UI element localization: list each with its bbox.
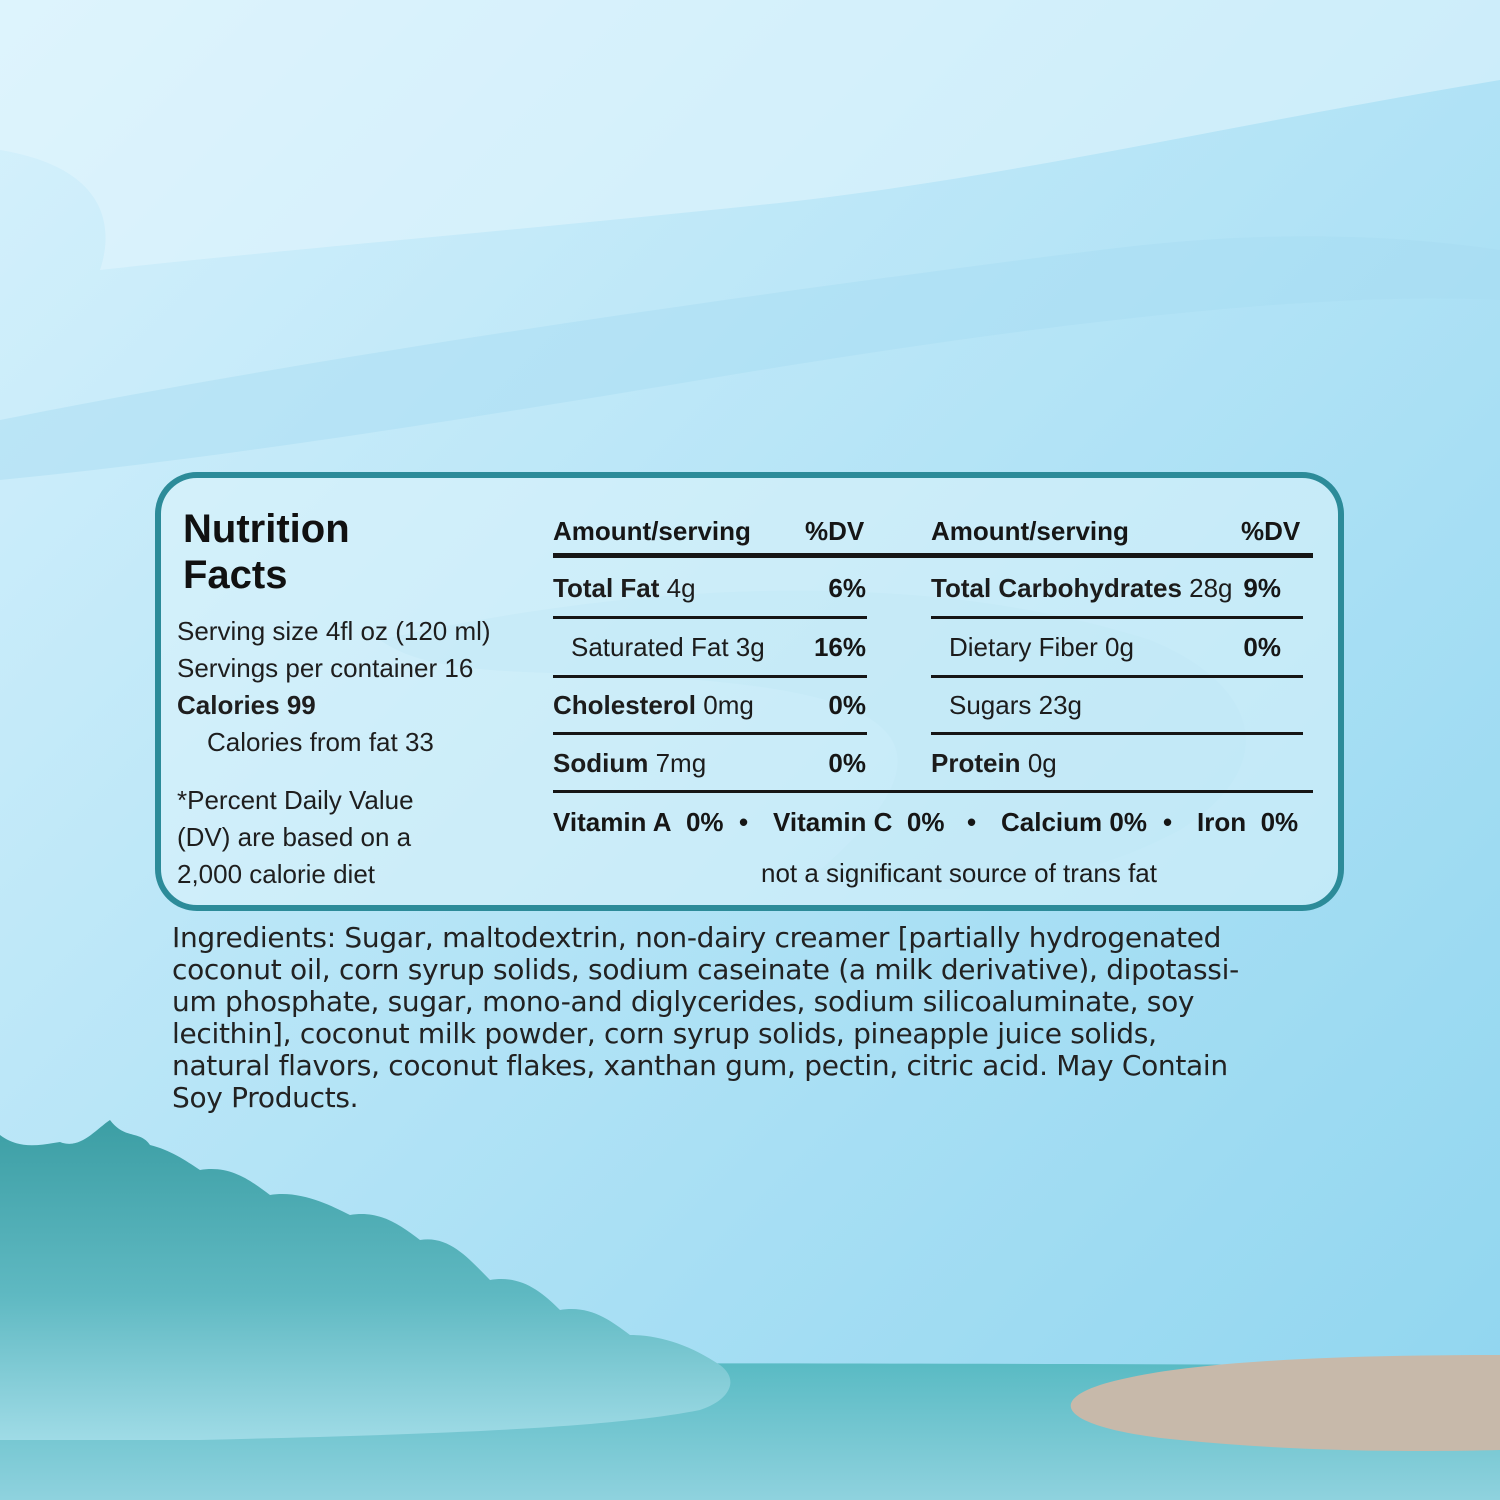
left-row-rule-3 bbox=[553, 732, 867, 735]
nutrition-facts-panel bbox=[155, 472, 1344, 911]
vitamin-a: Vitamin A 0% bbox=[553, 807, 724, 837]
dietary-fiber-dv: 0% bbox=[1243, 632, 1281, 662]
total-fat-dv: 6% bbox=[828, 573, 866, 603]
total-carbohydrates-dv: 9% bbox=[1243, 573, 1281, 603]
vitamin-c: Vitamin C 0% bbox=[773, 807, 945, 837]
right-dv-header: %DV bbox=[1241, 516, 1301, 546]
calcium: Calcium 0% bbox=[1001, 807, 1147, 837]
dietary-fiber-row: Dietary Fiber 0g bbox=[949, 632, 1134, 662]
serving-size: Serving size 4fl oz (120 ml) bbox=[177, 616, 491, 646]
protein-row: Protein 0g bbox=[931, 748, 1057, 778]
trans-fat-note: not a significant source of trans fat bbox=[761, 858, 1157, 888]
sodium-dv: 0% bbox=[828, 748, 866, 778]
right-row-rule-3 bbox=[931, 732, 1303, 735]
nutrition-summary bbox=[161, 478, 561, 905]
header-rule bbox=[553, 553, 1313, 558]
left-dv-header: %DV bbox=[805, 516, 865, 546]
nutrition-facts-title: Nutrition Facts bbox=[183, 507, 350, 597]
right-row-rule-2 bbox=[931, 675, 1303, 678]
cholesterol-row: Cholesterol 0mg bbox=[553, 690, 754, 720]
saturated-fat-row: Saturated Fat 3g bbox=[571, 632, 765, 662]
bullet-separator: • bbox=[1163, 807, 1173, 837]
total-fat-row: Total Fat 4g bbox=[553, 573, 696, 603]
cholesterol-dv: 0% bbox=[828, 690, 866, 720]
dv-note-line-1: *Percent Daily Value bbox=[177, 785, 414, 815]
servings-per-container: Servings per container 16 bbox=[177, 653, 474, 683]
dv-note-line-3: 2,000 calorie diet bbox=[177, 859, 376, 889]
bullet-separator: • bbox=[967, 807, 977, 837]
left-row-rule-1 bbox=[553, 616, 867, 619]
calories: Calories 99 bbox=[177, 690, 316, 720]
iron: Iron 0% bbox=[1197, 807, 1299, 837]
right-row-rule-1 bbox=[931, 616, 1303, 619]
sugars-row: Sugars 23g bbox=[949, 690, 1082, 720]
bullet-separator: • bbox=[739, 807, 749, 837]
right-amount-header: Amount/serving bbox=[931, 516, 1129, 546]
calories-from-fat: Calories from fat 33 bbox=[207, 727, 434, 757]
left-amount-header: Amount/serving bbox=[553, 516, 751, 546]
saturated-fat-dv: 16% bbox=[813, 632, 866, 662]
vitamin-rule bbox=[553, 790, 1313, 793]
sodium-row: Sodium 7mg bbox=[553, 748, 707, 778]
total-carbohydrates-row: Total Carbohydrates 28g bbox=[931, 573, 1233, 603]
ingredients-text: Ingredients: Sugar, maltodextrin, non-dairy creamer [partially hydrogenated coconut oil, corn syrup solids, sodium caseinate (a milk derivative), dipotassi- um phosphate, sugar, mono-and diglycerides, sodium silicoaluminate, soy lecithin], coconut milk powder, corn syrup solids, pineapple juice solids, natural flavors, coconut flakes, xanthan gum, pectin, citric acid. May Contain Soy Products. bbox=[172, 921, 1239, 1114]
dv-note-line-2: (DV) are based on a bbox=[177, 822, 412, 852]
left-row-rule-2 bbox=[553, 675, 867, 678]
